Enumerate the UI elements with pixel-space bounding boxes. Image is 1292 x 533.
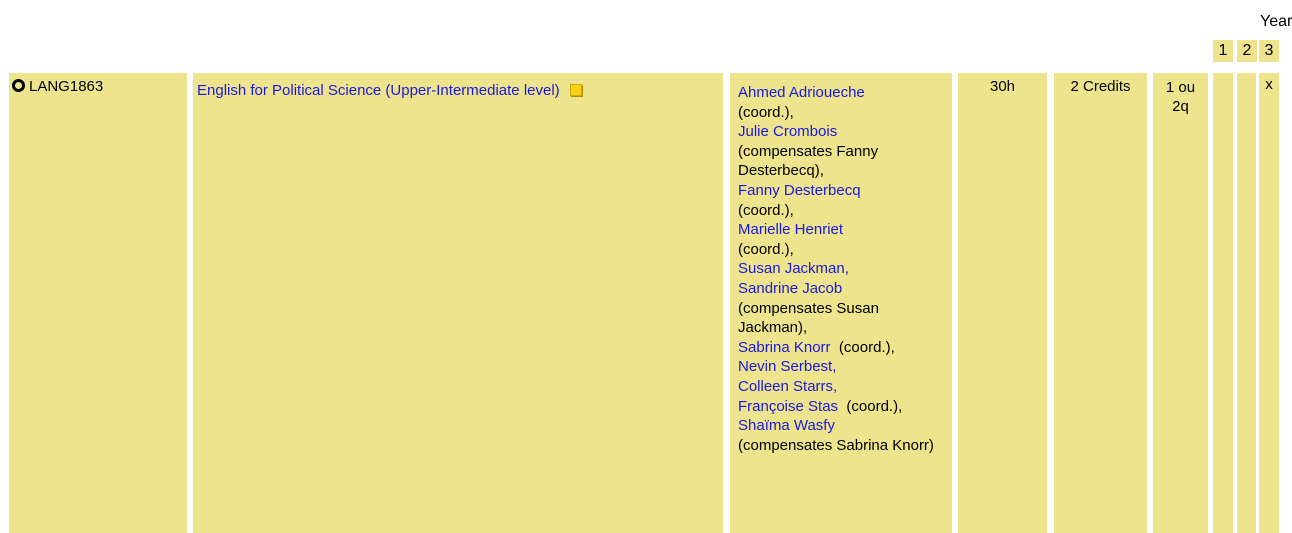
teacher-entry xyxy=(738,220,948,259)
year-2-cell xyxy=(1237,73,1256,533)
teacher-entry xyxy=(738,259,948,279)
course-title-link[interactable]: English for Political Science (Upper-Intermediate level) xyxy=(197,82,560,99)
teacher-link[interactable]: Colleen Starrs, xyxy=(738,377,838,395)
teacher-entry xyxy=(738,122,948,181)
year-3-mark: x xyxy=(1265,76,1273,93)
year-1-cell xyxy=(1213,73,1233,533)
teacher-entry xyxy=(738,279,948,338)
course-code-cell xyxy=(9,73,187,533)
teacher-link[interactable]: Fanny Desterbecq xyxy=(738,181,861,199)
quadrimester-line-1: 1 ou xyxy=(1165,79,1196,96)
year-header-label: Year xyxy=(1260,13,1292,30)
year-3-cell xyxy=(1259,73,1279,533)
yellow-square-icon xyxy=(570,84,582,96)
teacher-link[interactable]: Shaïma Wasfy xyxy=(738,417,835,435)
teacher-link[interactable]: Nevin Serbest, xyxy=(738,358,837,376)
volume-cell xyxy=(958,73,1047,533)
teacher-note: (coord.), xyxy=(738,201,794,219)
teacher-note: (coord.), xyxy=(846,397,903,415)
course-credits: 2 Credits xyxy=(1070,78,1131,95)
teacher-entry xyxy=(738,397,948,417)
year-col-3-header: 3 xyxy=(1259,40,1279,62)
teacher-entry xyxy=(738,357,948,377)
teacher-entry xyxy=(738,377,948,397)
course-title-cell xyxy=(193,73,723,533)
teachers-cell xyxy=(730,73,952,533)
teacher-note: (compensates Fanny Desterbecq), xyxy=(738,142,879,180)
course-code: LANG1863 xyxy=(29,78,104,95)
year-col-2-header: 2 xyxy=(1237,40,1257,62)
teacher-link[interactable]: Susan Jackman, xyxy=(738,260,849,278)
teacher-link[interactable]: Marielle Henriet xyxy=(738,221,844,239)
teacher-link[interactable]: Sabrina Knorr xyxy=(738,338,831,356)
teacher-entry xyxy=(738,416,948,455)
teacher-note: (compensates Sabrina Knorr) xyxy=(738,436,934,454)
quadrimester-line-2: 2q xyxy=(1172,98,1189,115)
teacher-note: (coord.), xyxy=(838,338,895,356)
teacher-link[interactable]: Ahmed Adrioueche xyxy=(738,84,865,101)
teacher-entry xyxy=(738,181,948,220)
teacher-note: (coord.), xyxy=(738,103,794,121)
teacher-entry xyxy=(738,83,948,122)
teacher-note: (compensates Susan Jackman), xyxy=(738,299,879,337)
year-col-1-header: 1 xyxy=(1213,40,1233,62)
course-volume: 30h xyxy=(989,78,1016,95)
circle-bullet-icon xyxy=(12,79,25,92)
credits-cell xyxy=(1054,73,1147,533)
teacher-note: (coord.), xyxy=(738,240,794,258)
teacher-entry xyxy=(738,338,948,358)
teacher-link[interactable]: Sandrine Jacob xyxy=(738,279,843,297)
teacher-link[interactable]: Françoise Stas xyxy=(738,397,839,415)
quadrimester-cell xyxy=(1153,73,1208,533)
teacher-link[interactable]: Julie Crombois xyxy=(738,123,838,141)
